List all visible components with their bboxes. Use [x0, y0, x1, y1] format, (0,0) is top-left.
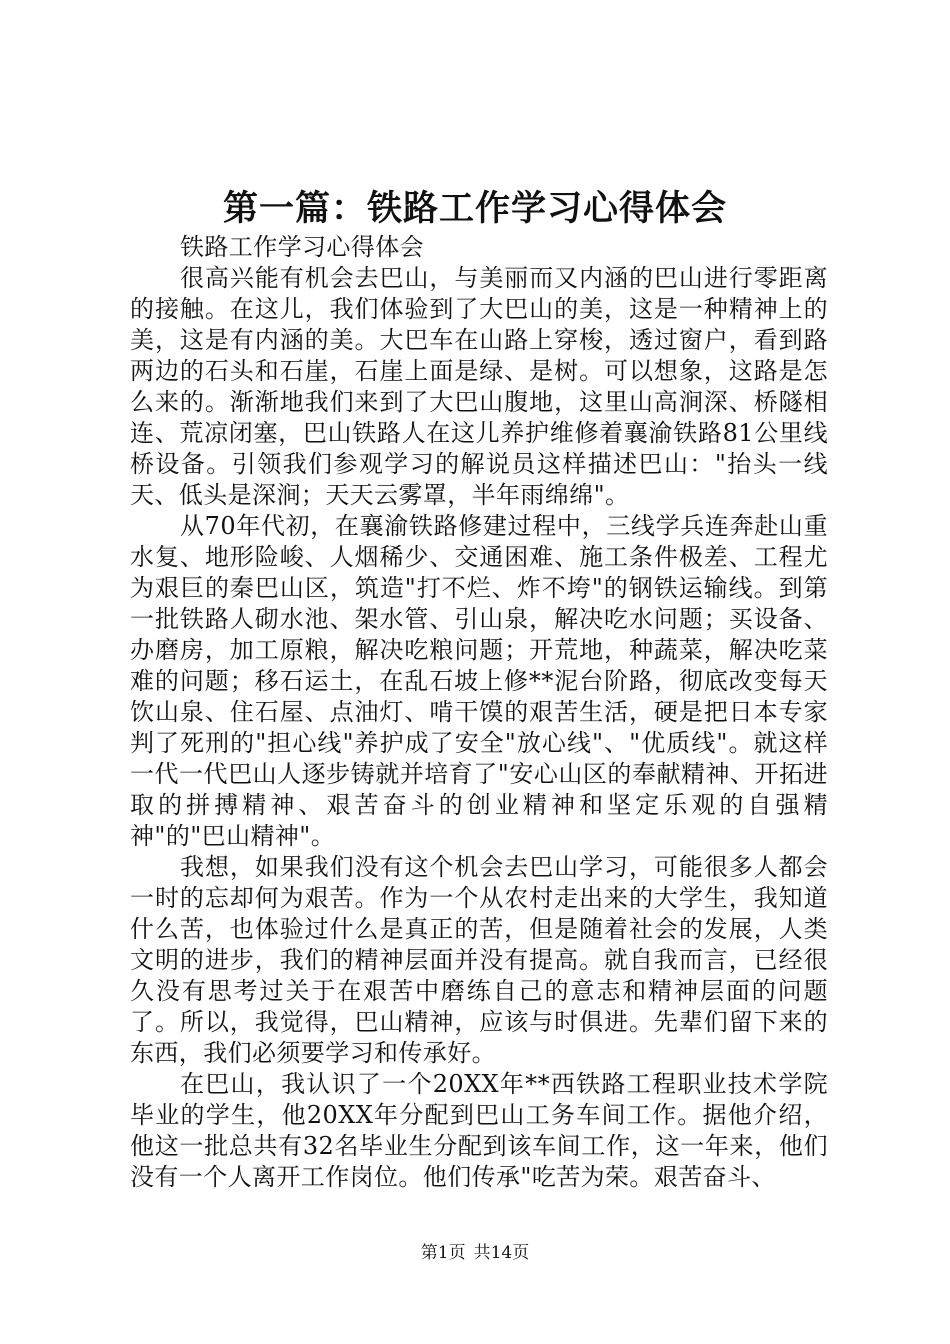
paragraph: 很高兴能有机会去巴山，与美丽而又内涵的巴山进行零距离的接触。在这儿，我们体验到了大巴山的美，这是一种精神上的美，这是有内涵的美。大巴车在山路上穿梭，透过窗户，看到路两边的石头和石崖，石崖上面是绿、是树。可以想象，这路是怎么来的。渐渐地我们来到了大巴山腹地，这里山高涧深、桥隧相连、荒凉闭塞，巴山铁路人在这儿养护维修着襄渝铁路81公里线桥设备。引领我们参观学习的解说员这样描述巴山："抬头一线天、低头是深涧；天天云雾罩，半年雨绵绵"。 — [130, 264, 828, 509]
paragraph: 我想，如果我们没有这个机会去巴山学习，可能很多人都会一时的忘却何为艰苦。作为一个从农村走出来的大学生，我知道什么苦，也体验过什么是真正的苦，但是随着社会的发展，人类文明的进步，我们的精神层面并没有提高。就自我而言，已经很久没有思考过关于在艰苦中磨练自己的意志和精神层面的问题了。所以，我觉得，巴山精神，应该与时俱进。先辈们留下来的东西，我们必须要学习和传承好。 — [130, 853, 828, 1067]
document-title: 第一篇：铁路工作学习心得体会 — [222, 189, 727, 229]
paragraph: 在巴山，我认识了一个20XX年**西铁路工程职业技术学院毕业的学生，他20XX年分配到巴山工务车间工作。据他介绍，他这一批总共有32名毕业生分配到该车间工作，这一年来，他们没有一个人离开工作岗位。他们传承"吃苦为荣。艰苦奋斗、 — [130, 1070, 828, 1191]
paragraph: 从70年代初，在襄渝铁路修建过程中，三线学兵连奔赴山重水复、地形险峻、人烟稀少、交通困难、施工条件极差、工程尤为艰巨的秦巴山区，筑造"打不烂、炸不垮"的钢铁运输线。到第一批铁路人砌水池、架水管、引山泉，解决吃水问题；买设备、办磨房，加工原粮，解决吃粮问题；开荒地，种蔬菜，解决吃菜难的问题；移石运土，在乱石坡上修**泥台阶路，彻底改变每天饮山泉、住石屋、点油灯、啃干馍的艰苦生活，硬是把日本专家判了死刑的"担心线"养护成了安全"放心线"、"优质线"。就这样一代一代巴山人逐步铸就并培育了"安心山区的奉献精神、开拓进取的拼搏精神、艰苦奋斗的创业精神和坚定乐观的自强精神"的"巴山精神"。 — [130, 512, 828, 850]
document-body — [130, 232, 828, 1193]
page-footer — [0, 1241, 950, 1265]
page-number: 第1页 — [420, 1243, 466, 1263]
paragraph-subtitle: 铁路工作学习心得体会 — [180, 233, 424, 261]
page-total: 共14页 — [473, 1243, 530, 1263]
